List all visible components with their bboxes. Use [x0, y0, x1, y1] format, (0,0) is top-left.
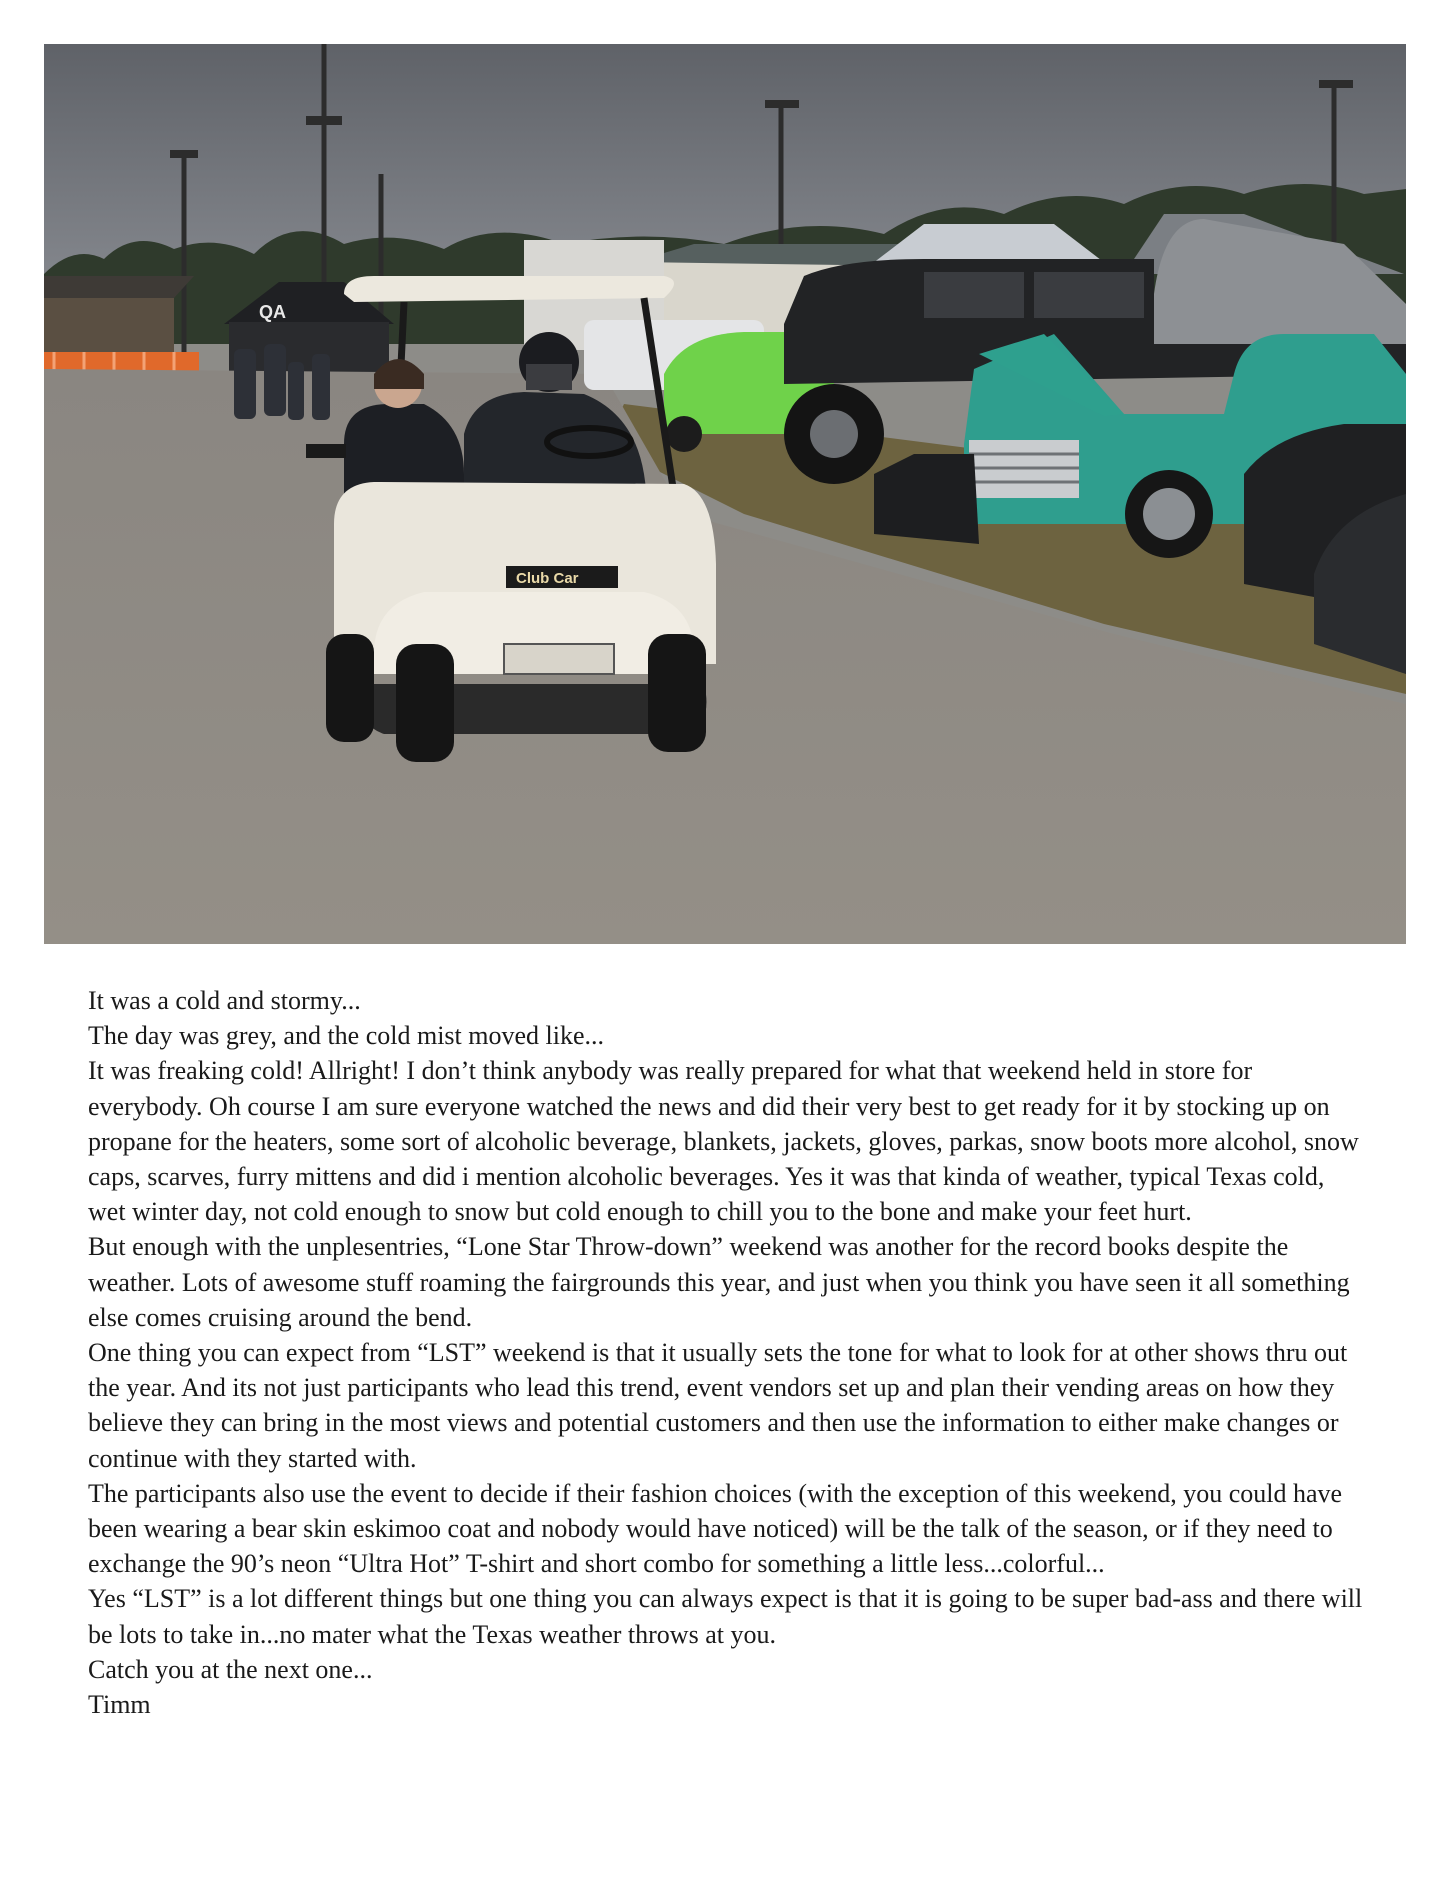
article-text [88, 983, 1368, 1722]
article-paragraph: It was freaking cold! Allright! I don’t think anybody was really prepared for what that weekend held in store for everybody. Oh course I am sure everyone watched the news and did their very best to get ready for it by stocking up on propane for the heaters, some sort of alcoholic beverage, blankets, jackets, gloves, parkas, snow boots more alcohol, snow caps, scarves, furry mittens and did i mention alcoholic beverages. Yes it was that kinda of weather, typical Texas cold, wet winter day, not cold enough to snow but cold enough to chill you to the bone and make your feet hurt. [88, 1056, 1359, 1227]
article-paragraph: Catch you at the next one... [88, 1654, 373, 1684]
article-paragraph: The day was grey, and the cold mist moved like... [88, 1021, 605, 1051]
golf-cart-photo [44, 44, 1406, 944]
article-paragraph: It was a cold and stormy... [88, 986, 361, 1015]
article-paragraph: But enough with the unplesentries, “Lone Star Throw-down” weekend was another for the record books despite the weather. Lots of awesome stuff roaming the fairgrounds this year, and just when you think you have seen it all something else comes cruising around the bend. [88, 1232, 1350, 1332]
article-paragraph: One thing you can expect from “LST” weekend is that it usually sets the tone for what to look for at other shows thru out the year. And its not just participants who lead this trend, event vendors set up and plan their vending areas on how they believe they can bring in the most views and potential customers and then use the information to either make changes or continue with they started with. [88, 1338, 1348, 1473]
article-paragraph: The participants also use the event to decide if their fashion choices (with the exception of this weekend, you could have been wearing a bear skin eskimoo coat and nobody would have noticed) will be the talk of the season, or if they need to exchange the 90’s neon “Ultra Hot” T-shirt and short combo for something a little less...colorful... [88, 1478, 1343, 1579]
hero-photo [44, 44, 1406, 944]
vendor-tent-banner: QA [259, 302, 286, 322]
cart-badge: Club Car [516, 570, 579, 587]
article-paragraph: Yes “LST” is a lot different things but one thing you can always expect is that it is going to be super bad-ass and there will be lots to take in...no mater what the Texas weather throws at you. [88, 1584, 1363, 1649]
article-signature: Timm [88, 1690, 151, 1720]
